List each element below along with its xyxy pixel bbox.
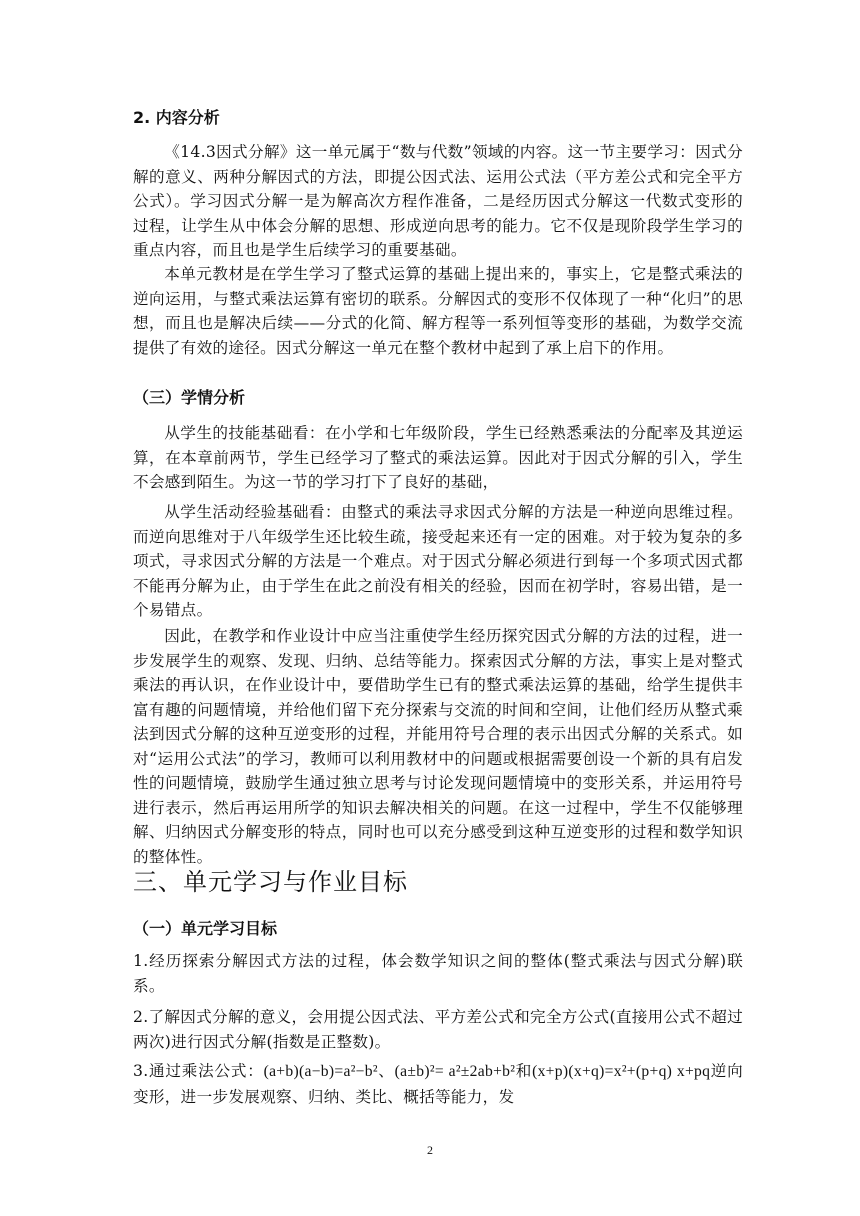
section-heading-content-analysis: 2. 内容分析 [133, 108, 220, 127]
goal-item-3-formula: (a+b)(a−b)=a²−b²、(a±b)²= a²±2ab+b²和(x+p)(x+q)=x²+(p+q) x+pq [263, 1063, 711, 1080]
paragraph-learner-3: 因此，在教学和作业设计中应当注重使学生经历探究因式分解的方法的过程，进一步发展学生的观察、发现、归纳、总结等能力。探索因式分解的方法，事实上是对整式乘法的再认识，在作业设计中，要借助学生已有的整式乘法运算的基础，给学生提供丰富有趣的问题情境，并给他们留下充分探索与交流的时间和空间，让他们经历从整式乘法到因式分解的这种互逆变形的过程，并能用符号合理的表示出因式分解的关系式。如对“运用公式法”的学习，教师可以利用教材中的问题或根据需要创设一个新的具有启发性的问题情境，鼓励学生通过独立思考与讨论发现问题情境中的变形关系，并运用符号进行表示，然后再运用所学的知识去解决相关的问题。在这一过程中，学生不仅能够理解、归纳因式分解变形的特点，同时也可以充分感受到这种互逆变形的过程和数学知识的整体性。 [133, 627, 743, 866]
goal-item-3-suffix: 逆向变形，进一步发展观察、归纳、类比、概括等能力，发 [133, 1062, 743, 1106]
chapter-heading-goals: 三、单元学习与作业目标 [133, 868, 408, 896]
page-number: 2 [427, 1143, 433, 1157]
goal-item-3-prefix: 3.通过乘法公式： [133, 1062, 264, 1080]
goal-item-3 [133, 1059, 743, 1109]
section-heading-learner-analysis: （三）学情分析 [133, 388, 246, 407]
paragraph-content-2: 本单元教材是在学生学习了整式运算的基础上提出来的，事实上，它是整式乘法的逆向运用，与整式乘法运算有密切的联系。分解因式的变形不仅体现了一种“化归”的思想，而且也是解决后续——分式的化简、解方程等一系列恒等变形的基础，为数学交流提供了有效的途径。因式分解这一单元在整个教材中起到了承上启下的作用。 [133, 265, 743, 357]
subheading-unit-goals: （一）单元学习目标 [133, 919, 278, 938]
goal-item-1: 1.经历探索分解因式方法的过程，体会数学知识之间的整体(整式乘法与因式分解)联系。 [133, 952, 743, 995]
paragraph-learner-2: 从学生活动经验基础看：由整式的乘法寻求因式分解的方法是一种逆向思维过程。而逆向思维对于八年级学生还比较生疏，接受起来还有一定的困难。对于较为复杂的多项式，寻求因式分解的方法是一个难点。对于因式分解必须进行到每一个多项式因式都不能再分解为止，由于学生在此之前没有相关的经验，因而在初学时，容易出错，是一个易错点。 [133, 503, 743, 619]
paragraph-learner-1: 从学生的技能基础看：在小学和七年级阶段，学生已经熟悉乘法的分配率及其逆运算，在本章前两节，学生已经学习了整式的乘法运算。因此对于因式分解的引入，学生不会感到陌生。为这一节的学习打下了良好的基础， [133, 424, 743, 491]
paragraph-content-1: 《14.3因式分解》这一单元属于“数与代数”领域的内容。这一节主要学习：因式分解的意义、两种分解因式的方法，即提公因式法、运用公式法（平方差公式和完全平方公式）。学习因式分解一是为解高次方程作准备，二是经历因式分解这一代数式变形的过程，让学生从中体会分解的思想、形成逆向思考的能力。它不仅是现阶段学生学习的重点内容，而且也是学生后续学习的重要基础。 [133, 143, 743, 259]
goal-item-2: 2.了解因式分解的意义，会用提公因式法、平方差公式和完全方公式(直接用公式不超过两次)进行因式分解(指数是正整数)。 [133, 1008, 743, 1051]
